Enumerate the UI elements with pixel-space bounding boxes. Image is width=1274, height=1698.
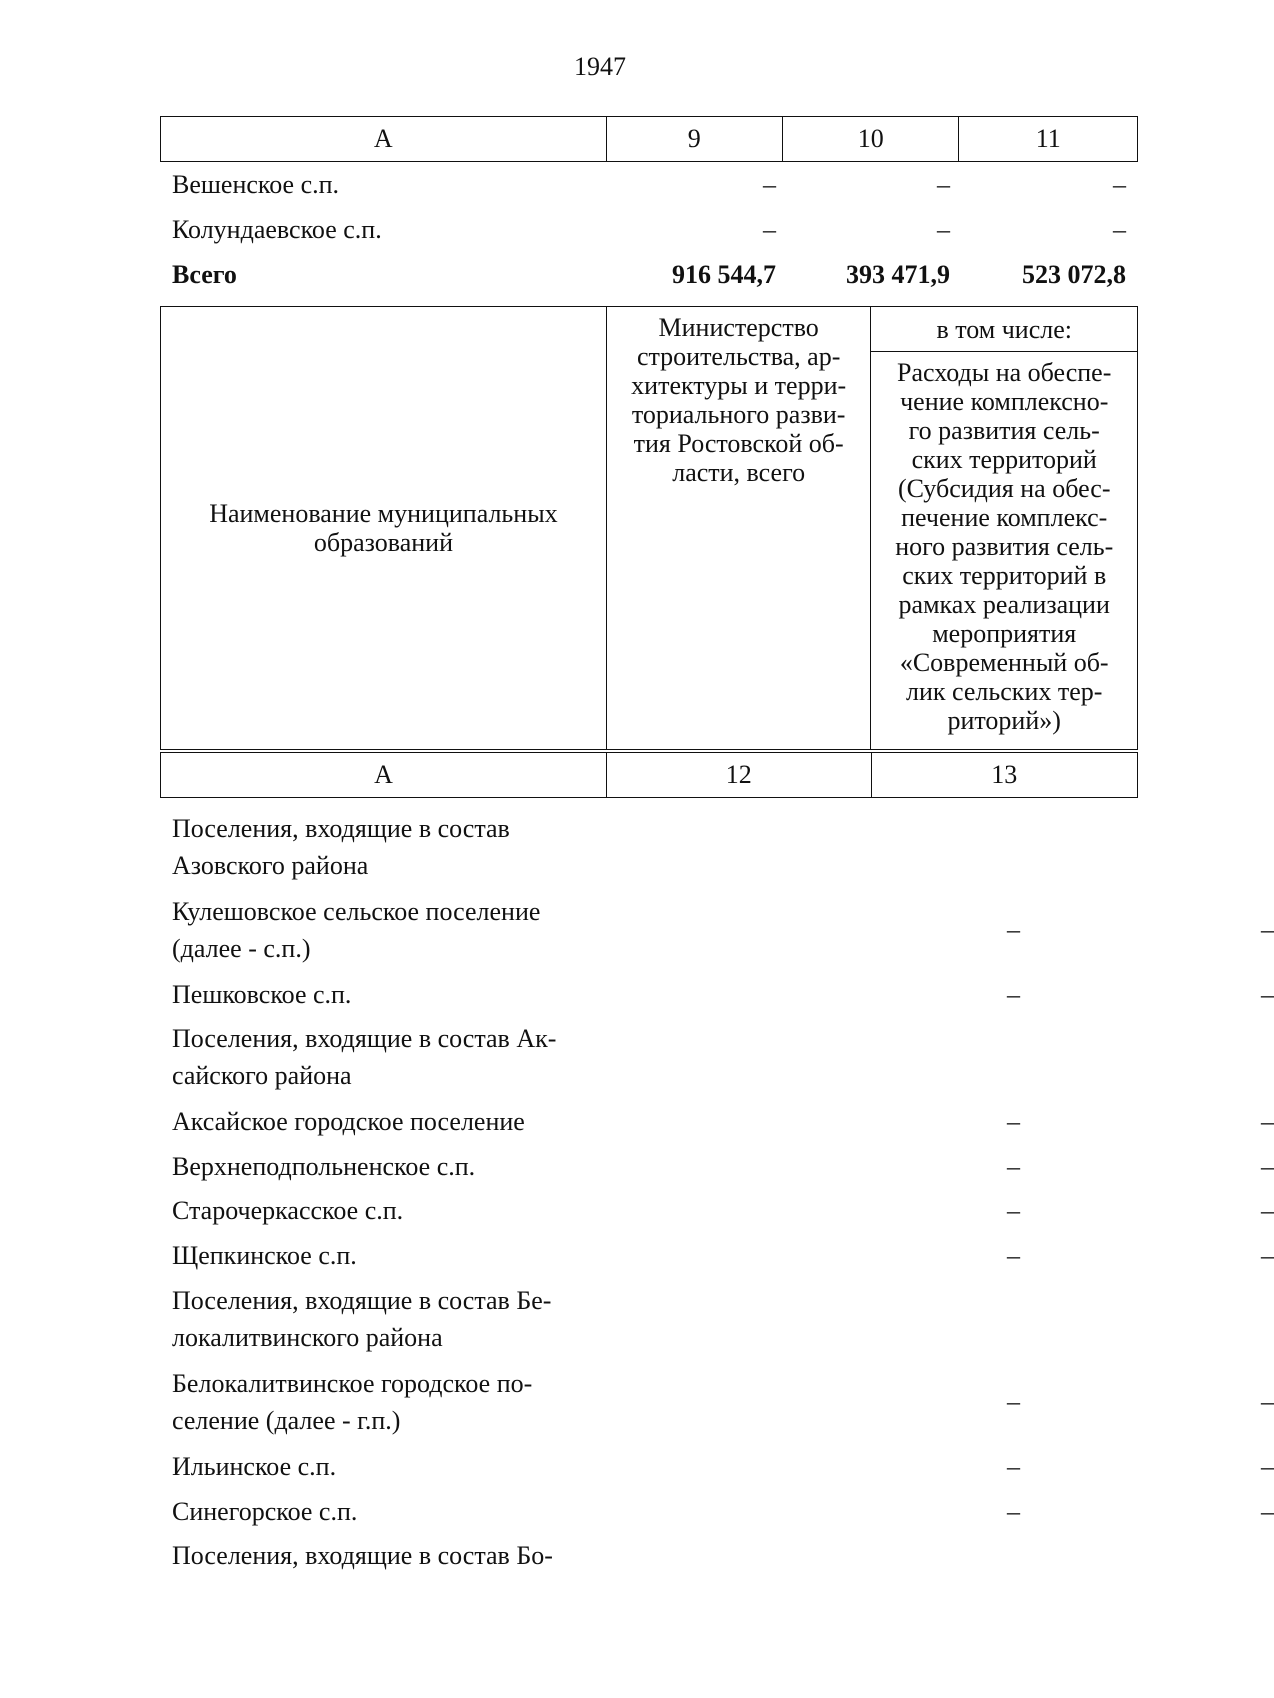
value-12: – (1007, 980, 1020, 1009)
table2-header (160, 306, 1138, 750)
value-12: – (1007, 1241, 1020, 1270)
value-12: – (1007, 915, 1020, 944)
row-name: Аксайское городское поселение (172, 1107, 525, 1136)
row-name: Ильинское с.п. (172, 1452, 337, 1481)
row-name: Кулешовское сельское поселение (далее - с.п.) (172, 897, 541, 963)
row-name: Старочеркасское с.п. (172, 1196, 404, 1225)
row-name: Щепкинское с.п. (172, 1241, 357, 1270)
ministry-column-header (606, 307, 871, 750)
row-name: Вешенское с.п. (172, 170, 340, 199)
in-that-number-header: в том числе: (871, 307, 1138, 352)
value-13: – (1261, 915, 1274, 944)
page-number: 1947 (574, 52, 626, 81)
value-13: – (1261, 1152, 1274, 1181)
table1-row (160, 170, 1136, 206)
row-name: Поселения, входящие в состав Азовского района (172, 814, 510, 880)
value-10: – (937, 170, 950, 199)
row-name: Колундаевское с.п. (172, 215, 382, 244)
value-11: – (1113, 215, 1126, 244)
row-name: Поселения, входящие в состав Бо- (172, 1541, 553, 1570)
table1-header-a: А (161, 117, 607, 162)
index-a: А (161, 753, 607, 798)
total-label: Всего (172, 260, 237, 289)
index-12: 12 (607, 753, 871, 798)
value-13: – (1261, 1387, 1274, 1416)
table1-header-10: 10 (783, 117, 959, 162)
total-value-11: 523 072,8 (1022, 260, 1126, 289)
value-9: – (763, 170, 776, 199)
municipality-name-header (161, 307, 607, 750)
row-name: Пешковское с.п. (172, 980, 352, 1009)
total-value-9: 916 544,7 (672, 260, 776, 289)
row-name: Поселения, входящие в состав Бе-локалитвинского района (172, 1286, 552, 1352)
row-name: Синегорское с.п. (172, 1497, 358, 1526)
row-name: Белокалитвинское городское по-селение (далее - г.п.) (172, 1369, 533, 1435)
value-12: – (1007, 1452, 1020, 1481)
table1-header (160, 116, 1138, 162)
table1-row (160, 215, 1136, 251)
value-9: – (763, 215, 776, 244)
value-13: – (1261, 980, 1274, 1009)
value-12: – (1007, 1107, 1020, 1136)
row-name: Поселения, входящие в состав Ак-сайского района (172, 1024, 557, 1090)
value-12: – (1007, 1152, 1020, 1181)
ministry-column-header-text: Министерство строительства, ар- хитектуры и терри- ториального разви- тия Ростовской об- ласти, всего (631, 313, 847, 487)
value-13: – (1261, 1241, 1274, 1270)
table1-header-11: 11 (959, 117, 1138, 162)
value-13: – (1261, 1497, 1274, 1526)
value-12: – (1007, 1196, 1020, 1225)
value-13: – (1261, 1107, 1274, 1136)
table2-index-row (160, 752, 1138, 798)
value-12: – (1007, 1497, 1020, 1526)
row-name: Верхнеподпольненское с.п. (172, 1152, 476, 1181)
municipality-name-header-text: Наименование муниципальных образований (209, 499, 558, 557)
value-13: – (1261, 1196, 1274, 1225)
rural-development-column-header (871, 352, 1138, 750)
value-11: – (1113, 170, 1126, 199)
total-value-10: 393 471,9 (846, 260, 950, 289)
table1-header-9: 9 (606, 117, 782, 162)
value-12: – (1007, 1387, 1020, 1416)
rural-development-column-header-text: Расходы на обеспе- чение комплексно- го развития сель- ских территорий (Субсидия на обес- печение комплекс- ного развития сель- ских территорий в рамках реализации мероприятия «Современный об- лик сельских тер- риторий») (895, 358, 1114, 735)
value-10: – (937, 215, 950, 244)
index-13: 13 (871, 753, 1137, 798)
value-13: – (1261, 1452, 1274, 1481)
table1-total-row (160, 260, 1136, 296)
